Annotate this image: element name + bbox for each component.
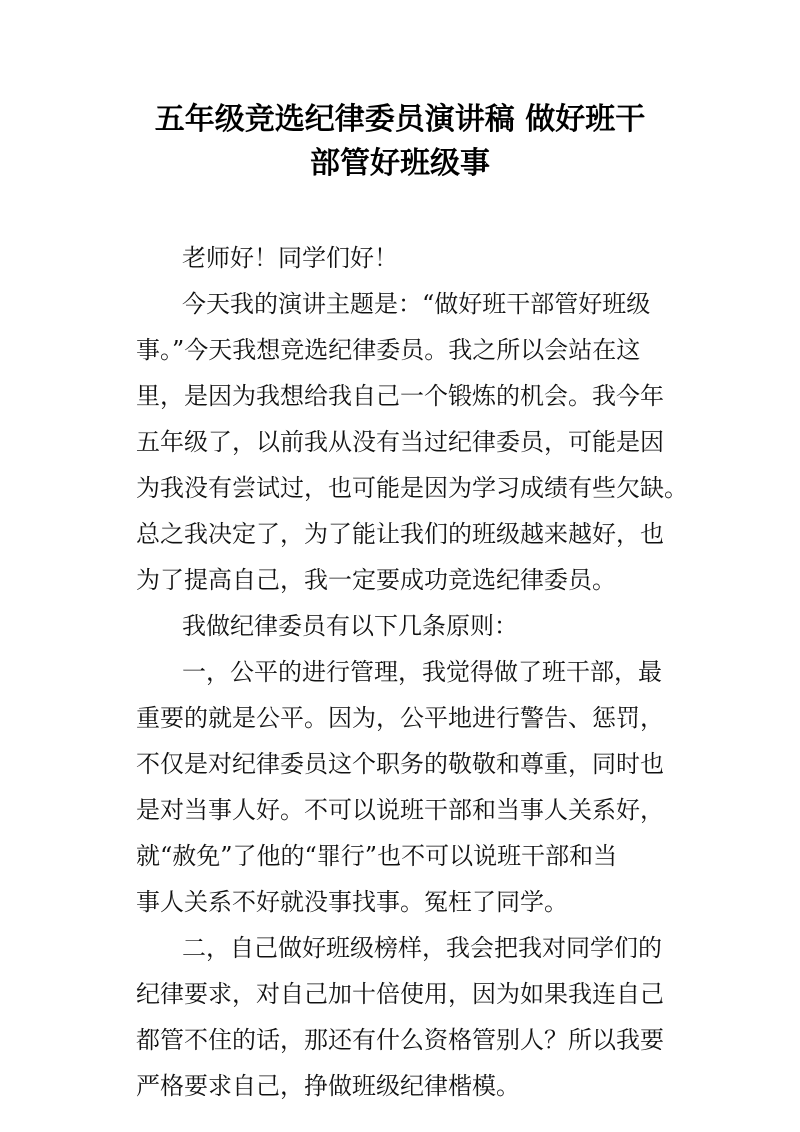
text-line: 纪律要求，对自己加十倍使用，因为如果我连自己: [136, 980, 664, 1008]
document-body: [136, 235, 688, 1109]
text-line: 一，公平的进行管理，我觉得做了班干部，最: [182, 658, 662, 686]
text-line: 就“赦免”了他的“罪行”也不可以说班干部和当: [136, 842, 618, 870]
text-line: 我做纪律委员有以下几条原则：: [182, 612, 518, 640]
text-line: 不仅是对纪律委员这个职务的敬敬和尊重，同时也: [136, 750, 664, 778]
text-line: 是对当事人好。不可以说班干部和当事人关系好，: [136, 796, 664, 824]
document-title: [130, 98, 670, 186]
text-line: 五年级了，以前我从没有当过纪律委员，可能是因: [136, 428, 664, 456]
text-line: 事人关系不好就没事找事。冤枉了同学。: [136, 888, 568, 916]
text-line: 严格要求自己，挣做班级纪律楷模。: [136, 1072, 520, 1100]
title-line: 五年级竞选纪律委员演讲稿 做好班干: [154, 102, 646, 137]
text-line: 都管不住的话，那还有什么资格管别人？所以我要: [136, 1026, 664, 1054]
text-line: 二，自己做好班级榜样，我会把我对同学们的: [182, 934, 662, 962]
text-line: 总之我决定了，为了能让我们的班级越来越好，也: [136, 520, 664, 548]
text-line: 为我没有尝试过，也可能是因为学习成绩有些欠缺。: [136, 474, 688, 502]
text-line: 为了提高自己，我一定要成功竞选纪律委员。: [136, 566, 616, 594]
text-line: 里，是因为我想给我自己一个锻炼的机会。我今年: [136, 382, 664, 410]
text-line: 今天我的演讲主题是：“做好班干部管好班级: [182, 290, 651, 318]
text-line: 老师好！同学们好！: [182, 244, 398, 272]
title-line: 部管好班级事: [310, 146, 490, 181]
text-line: 事。”今天我想竞选纪律委员。我之所以会站在这: [136, 336, 641, 364]
text-line: 重要的就是公平。因为，公平地进行警告、惩罚，: [136, 704, 664, 732]
